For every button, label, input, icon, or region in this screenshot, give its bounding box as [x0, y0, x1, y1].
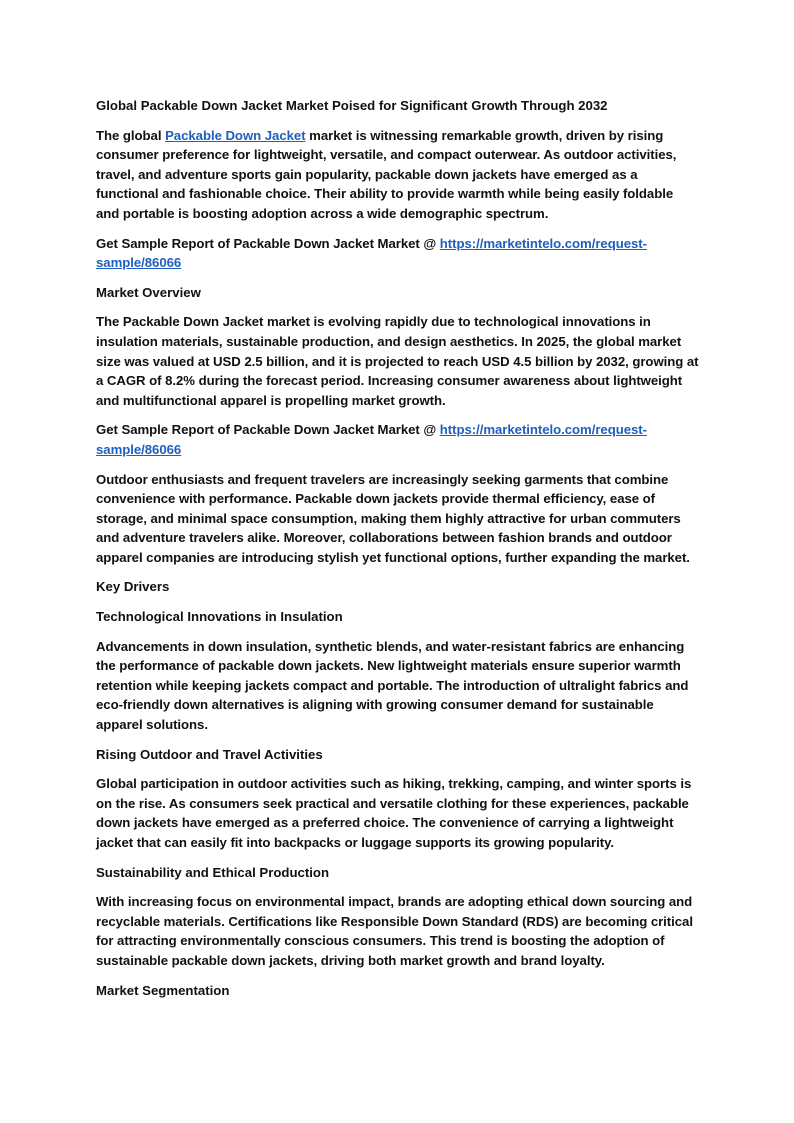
sample-report-link-2[interactable]: https://marketintelo.com/request-sample/86066 [96, 422, 647, 457]
document-title: Global Packable Down Jacket Market Poised for Significant Growth Through 2032 [96, 98, 608, 113]
market-overview-paragraph: The Packable Down Jacket market is evolving rapidly due to technological innovations in insulation materials, sustainable production, and design aesthetics. In 2025, the global market size was valued at USD 2.5 billion, and it is projected to reach USD 4.5 billion by 2032, growing at a CAGR of 8.2% during the forecast period. Increasing consumer awareness about lightweight and multifunctional apparel is propelling market growth. [96, 314, 699, 408]
outdoor-travel-paragraph: Global participation in outdoor activities such as hiking, trekking, camping, and winter sports is on the rise. As consumers seek practical and versatile clothing for these experiences, packable down jackets have emerged as a preferred choice. The convenience of carrying a lightweight jacket that can easily fit into backpacks or luggage supports its growing popularity. [96, 776, 692, 850]
tech-innovations-heading: Technological Innovations in Insulation [96, 609, 343, 625]
intro-paragraph [96, 126, 700, 224]
outdoor-travel-heading: Rising Outdoor and Travel Activities [96, 746, 323, 762]
key-drivers-heading: Key Drivers [96, 579, 170, 595]
sample-report-cta-2 [96, 420, 700, 459]
market-segmentation-heading: Market Segmentation [96, 982, 230, 998]
sustainability-heading: Sustainability and Ethical Production [96, 864, 330, 880]
intro-text-after: market is witnessing remarkable growth, driven by rising consumer preference for lightweight, versatile, and compact outerwear. As outdoor activities, travel, and adventure sports gain popularity, packable down jackets have emerged as a functional and fashionable choice. Their ability to provide warmth while being easily foldable and portable is boosting adoption across a wide demographic spectrum. [96, 127, 677, 221]
outdoor-paragraph: Outdoor enthusiasts and frequent travelers are increasingly seeking garments that combine convenience with performance. Packable down jackets provide thermal efficiency, ease of storage, and minimal space consumption, making them highly attractive for urban commuters and adventure travelers alike. Moreover, collaborations between fashion brands and outdoor apparel companies are introducing stylish yet functional options, further expanding the market. [96, 471, 690, 565]
sample-report-cta-1 [96, 234, 700, 273]
tech-innovations-paragraph: Advancements in down insulation, synthetic blends, and water-resistant fabrics are enhancing the performance of packable down jackets. New lightweight materials ensure superior warmth retention while keeping jackets compact and portable. The introduction of ultralight fabrics and eco-friendly down alternatives is aligning with growing consumer demand for sustainable apparel solutions. [96, 638, 689, 733]
product-link[interactable]: Packable Down Jacket [165, 127, 306, 143]
sustainability-paragraph: With increasing focus on environmental impact, brands are adopting ethical down sourcing and recyclable materials. Certifications like Responsible Down Standard (RDS) are becoming critical for attracting environmentally conscious consumers. This trend is boosting the adoption of sustainable packable down jackets, driving both market growth and brand loyalty. [96, 894, 693, 968]
intro-text-before: The global [96, 127, 166, 143]
document-body [96, 96, 700, 1010]
sample-cta-text: Get Sample Report of Packable Down Jacket Market @ [96, 422, 440, 438]
sample-cta-text: Get Sample Report of Packable Down Jacket Market @ [96, 235, 440, 251]
market-overview-heading: Market Overview [96, 284, 201, 300]
sample-report-link-1[interactable]: https://marketintelo.com/request-sample/86066 [96, 235, 647, 271]
